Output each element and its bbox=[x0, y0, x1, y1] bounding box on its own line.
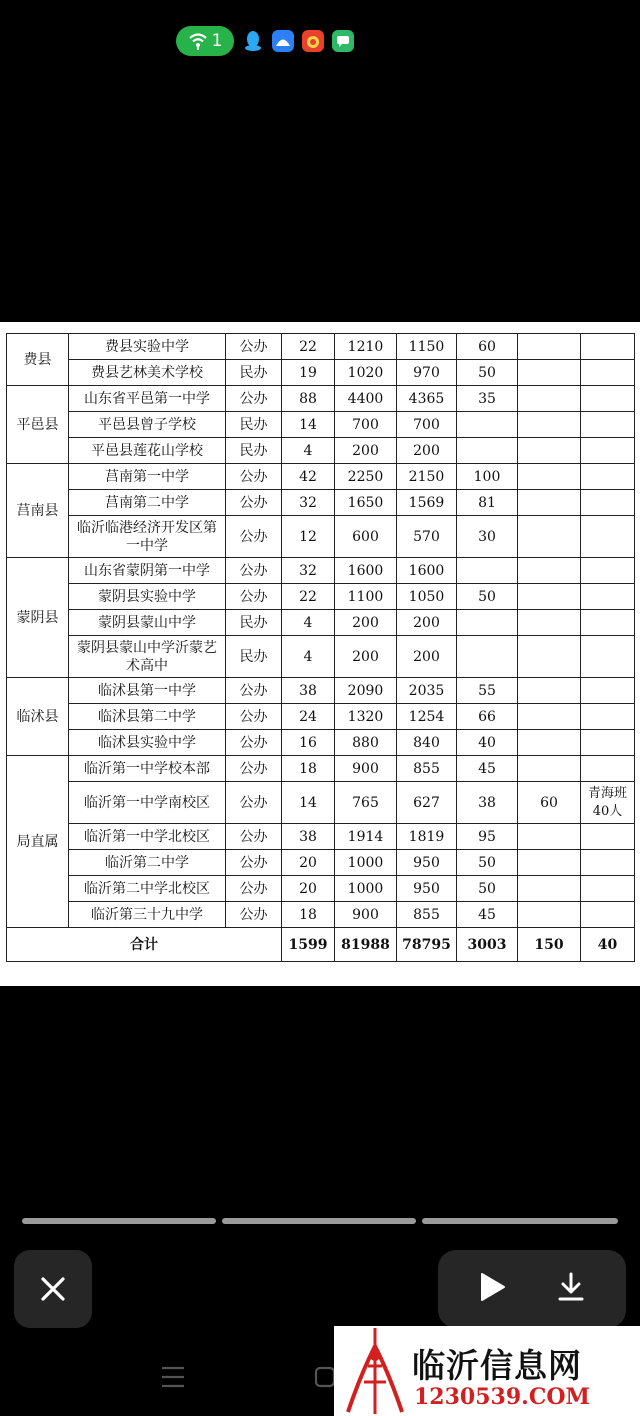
value-cell-c5 bbox=[518, 678, 581, 704]
table-row bbox=[7, 756, 635, 782]
value-cell-c3: 1150 bbox=[397, 334, 457, 360]
value-cell-c6 bbox=[581, 902, 635, 928]
county-cell: 平邑县 bbox=[7, 386, 69, 464]
value-cell-c3: 4365 bbox=[397, 386, 457, 412]
type-cell: 民办 bbox=[226, 412, 282, 438]
value-cell-c3: 200 bbox=[397, 610, 457, 636]
value-cell-c4: 35 bbox=[457, 386, 518, 412]
value-cell-c4 bbox=[457, 438, 518, 464]
value-cell-c6 bbox=[581, 850, 635, 876]
school-cell: 费县艺林美术学校 bbox=[69, 360, 226, 386]
value-cell-c1: 14 bbox=[282, 782, 335, 824]
value-cell-c4: 95 bbox=[457, 824, 518, 850]
value-cell-c5 bbox=[518, 850, 581, 876]
status-bar bbox=[176, 24, 354, 58]
value-cell-c4: 45 bbox=[457, 756, 518, 782]
type-cell: 公办 bbox=[226, 824, 282, 850]
value-cell-c1: 12 bbox=[282, 516, 335, 558]
type-cell: 公办 bbox=[226, 516, 282, 558]
type-cell: 公办 bbox=[226, 756, 282, 782]
type-cell: 公办 bbox=[226, 876, 282, 902]
table-row bbox=[7, 636, 635, 678]
value-cell-c2: 200 bbox=[335, 438, 397, 464]
value-cell-c6 bbox=[581, 610, 635, 636]
value-cell-c4: 81 bbox=[457, 490, 518, 516]
value-cell-c2: 1100 bbox=[335, 584, 397, 610]
type-cell: 公办 bbox=[226, 782, 282, 824]
value-cell-c2: 1600 bbox=[335, 558, 397, 584]
qq-icon bbox=[242, 30, 264, 52]
value-cell-c5 bbox=[518, 704, 581, 730]
value-cell-c4 bbox=[457, 412, 518, 438]
county-cell: 蒙阴县 bbox=[7, 558, 69, 678]
value-cell-c6: 青海班40人 bbox=[581, 782, 635, 824]
total-cell-c3: 78795 bbox=[397, 928, 457, 962]
value-cell-c6 bbox=[581, 558, 635, 584]
table-row bbox=[7, 850, 635, 876]
value-cell-c5 bbox=[518, 756, 581, 782]
type-cell: 民办 bbox=[226, 610, 282, 636]
table-row bbox=[7, 516, 635, 558]
type-cell: 民办 bbox=[226, 360, 282, 386]
value-cell-c2: 1020 bbox=[335, 360, 397, 386]
value-cell-c4: 60 bbox=[457, 334, 518, 360]
value-cell-c5 bbox=[518, 824, 581, 850]
value-cell-c5 bbox=[518, 334, 581, 360]
wifi-count: 1 bbox=[211, 31, 223, 51]
total-cell-c2: 81988 bbox=[335, 928, 397, 962]
value-cell-c2: 900 bbox=[335, 902, 397, 928]
value-cell-c2: 1210 bbox=[335, 334, 397, 360]
value-cell-c2: 880 bbox=[335, 730, 397, 756]
download-button[interactable] bbox=[557, 1271, 585, 1307]
value-cell-c3: 627 bbox=[397, 782, 457, 824]
value-cell-c2: 2250 bbox=[335, 464, 397, 490]
total-row bbox=[7, 928, 635, 962]
value-cell-c3: 1050 bbox=[397, 584, 457, 610]
value-cell-c3: 570 bbox=[397, 516, 457, 558]
school-cell: 平邑县莲花山学校 bbox=[69, 438, 226, 464]
county-cell: 局直属 bbox=[7, 756, 69, 928]
value-cell-c3: 950 bbox=[397, 850, 457, 876]
wifi-hotspot-indicator bbox=[176, 26, 234, 56]
media-controls bbox=[438, 1250, 626, 1328]
table-row bbox=[7, 678, 635, 704]
table-row bbox=[7, 902, 635, 928]
value-cell-c3: 1569 bbox=[397, 490, 457, 516]
close-icon bbox=[39, 1275, 67, 1303]
type-cell: 公办 bbox=[226, 902, 282, 928]
value-cell-c3: 200 bbox=[397, 438, 457, 464]
school-cell: 临沭县第一中学 bbox=[69, 678, 226, 704]
download-icon bbox=[557, 1271, 585, 1303]
value-cell-c2: 1914 bbox=[335, 824, 397, 850]
value-cell-c1: 18 bbox=[282, 756, 335, 782]
value-cell-c3: 855 bbox=[397, 756, 457, 782]
value-cell-c5: 60 bbox=[518, 782, 581, 824]
nav-home-button[interactable] bbox=[314, 1366, 336, 1392]
value-cell-c3: 840 bbox=[397, 730, 457, 756]
value-cell-c1: 16 bbox=[282, 730, 335, 756]
value-cell-c1: 42 bbox=[282, 464, 335, 490]
value-cell-c4: 50 bbox=[457, 876, 518, 902]
value-cell-c5 bbox=[518, 876, 581, 902]
school-cell: 临沂第一中学北校区 bbox=[69, 824, 226, 850]
table-row bbox=[7, 584, 635, 610]
table-row bbox=[7, 876, 635, 902]
value-cell-c5 bbox=[518, 610, 581, 636]
total-cell-c6: 40 bbox=[581, 928, 635, 962]
school-cell: 莒南第二中学 bbox=[69, 490, 226, 516]
total-cell-c5: 150 bbox=[518, 928, 581, 962]
type-cell: 公办 bbox=[226, 334, 282, 360]
table-row bbox=[7, 782, 635, 824]
value-cell-c3: 970 bbox=[397, 360, 457, 386]
county-cell: 费县 bbox=[7, 334, 69, 386]
value-cell-c3: 200 bbox=[397, 636, 457, 678]
value-cell-c2: 900 bbox=[335, 756, 397, 782]
value-cell-c4: 50 bbox=[457, 360, 518, 386]
value-cell-c4: 45 bbox=[457, 902, 518, 928]
value-cell-c5 bbox=[518, 464, 581, 490]
value-cell-c4: 40 bbox=[457, 730, 518, 756]
value-cell-c4: 38 bbox=[457, 782, 518, 824]
menu-icon bbox=[160, 1364, 186, 1390]
value-cell-c6 bbox=[581, 386, 635, 412]
nav-menu-button[interactable] bbox=[160, 1364, 186, 1394]
value-cell-c3: 1254 bbox=[397, 704, 457, 730]
value-cell-c6 bbox=[581, 516, 635, 558]
table-row bbox=[7, 360, 635, 386]
enrollment-table bbox=[6, 333, 635, 962]
value-cell-c4 bbox=[457, 610, 518, 636]
watermark-title: 临沂信息网 bbox=[412, 1346, 582, 1385]
value-cell-c6 bbox=[581, 334, 635, 360]
county-cell: 临沭县 bbox=[7, 678, 69, 756]
wifi-icon bbox=[188, 32, 208, 50]
total-cell-c1: 1599 bbox=[282, 928, 335, 962]
value-cell-c3: 1600 bbox=[397, 558, 457, 584]
value-cell-c1: 4 bbox=[282, 636, 335, 678]
school-cell: 蒙阴县蒙山中学 bbox=[69, 610, 226, 636]
table-row bbox=[7, 412, 635, 438]
table-row bbox=[7, 824, 635, 850]
type-cell: 公办 bbox=[226, 464, 282, 490]
value-cell-c2: 200 bbox=[335, 636, 397, 678]
site-watermark bbox=[334, 1326, 640, 1416]
table-body bbox=[7, 334, 635, 962]
value-cell-c2: 1000 bbox=[335, 850, 397, 876]
county-cell: 莒南县 bbox=[7, 464, 69, 558]
school-cell: 临沂第二中学 bbox=[69, 850, 226, 876]
home-icon bbox=[314, 1366, 336, 1388]
school-cell: 临沂临港经济开发区第一中学 bbox=[69, 516, 226, 558]
value-cell-c4: 50 bbox=[457, 850, 518, 876]
total-cell-c4: 3003 bbox=[457, 928, 518, 962]
type-cell: 民办 bbox=[226, 636, 282, 678]
tower-logo-icon bbox=[340, 1326, 410, 1416]
value-cell-c5 bbox=[518, 558, 581, 584]
value-cell-c4 bbox=[457, 558, 518, 584]
value-cell-c6 bbox=[581, 678, 635, 704]
value-cell-c6 bbox=[581, 824, 635, 850]
watermark-url: 1230539.COM bbox=[414, 1384, 590, 1410]
value-cell-c3: 2035 bbox=[397, 678, 457, 704]
value-cell-c1: 22 bbox=[282, 584, 335, 610]
value-cell-c1: 4 bbox=[282, 610, 335, 636]
value-cell-c6 bbox=[581, 704, 635, 730]
value-cell-c3: 855 bbox=[397, 902, 457, 928]
type-cell: 公办 bbox=[226, 558, 282, 584]
type-cell: 公办 bbox=[226, 678, 282, 704]
value-cell-c6 bbox=[581, 360, 635, 386]
value-cell-c2: 1000 bbox=[335, 876, 397, 902]
value-cell-c5 bbox=[518, 412, 581, 438]
value-cell-c5 bbox=[518, 360, 581, 386]
value-cell-c1: 19 bbox=[282, 360, 335, 386]
table-row bbox=[7, 730, 635, 756]
value-cell-c5 bbox=[518, 438, 581, 464]
type-cell: 公办 bbox=[226, 730, 282, 756]
value-cell-c5 bbox=[518, 902, 581, 928]
value-cell-c1: 32 bbox=[282, 558, 335, 584]
school-cell: 平邑县曾子学校 bbox=[69, 412, 226, 438]
value-cell-c6 bbox=[581, 876, 635, 902]
school-cell: 蒙阴县实验中学 bbox=[69, 584, 226, 610]
value-cell-c3: 2150 bbox=[397, 464, 457, 490]
value-cell-c2: 1650 bbox=[335, 490, 397, 516]
value-cell-c1: 32 bbox=[282, 490, 335, 516]
table-row bbox=[7, 464, 635, 490]
school-cell: 临沂第三十九中学 bbox=[69, 902, 226, 928]
value-cell-c1: 20 bbox=[282, 876, 335, 902]
table-row bbox=[7, 610, 635, 636]
school-cell: 莒南第一中学 bbox=[69, 464, 226, 490]
value-cell-c6 bbox=[581, 412, 635, 438]
total-label: 合计 bbox=[7, 928, 282, 962]
play-button[interactable] bbox=[479, 1271, 507, 1307]
value-cell-c6 bbox=[581, 756, 635, 782]
value-cell-c6 bbox=[581, 636, 635, 678]
value-cell-c2: 1320 bbox=[335, 704, 397, 730]
value-cell-c2: 700 bbox=[335, 412, 397, 438]
value-cell-c6 bbox=[581, 584, 635, 610]
value-cell-c5 bbox=[518, 490, 581, 516]
value-cell-c3: 1819 bbox=[397, 824, 457, 850]
progress-segment-2 bbox=[222, 1218, 416, 1224]
school-cell: 临沂第一中学南校区 bbox=[69, 782, 226, 824]
value-cell-c2: 765 bbox=[335, 782, 397, 824]
value-cell-c1: 14 bbox=[282, 412, 335, 438]
value-cell-c4: 50 bbox=[457, 584, 518, 610]
school-cell: 临沭县第二中学 bbox=[69, 704, 226, 730]
table-row bbox=[7, 558, 635, 584]
document-image bbox=[0, 322, 640, 986]
school-cell: 临沂第二中学北校区 bbox=[69, 876, 226, 902]
value-cell-c4: 55 bbox=[457, 678, 518, 704]
value-cell-c4: 100 bbox=[457, 464, 518, 490]
value-cell-c6 bbox=[581, 490, 635, 516]
value-cell-c1: 88 bbox=[282, 386, 335, 412]
school-cell: 山东省蒙阴第一中学 bbox=[69, 558, 226, 584]
value-cell-c6 bbox=[581, 464, 635, 490]
value-cell-c1: 38 bbox=[282, 824, 335, 850]
value-cell-c5 bbox=[518, 584, 581, 610]
value-cell-c1: 38 bbox=[282, 678, 335, 704]
value-cell-c2: 2090 bbox=[335, 678, 397, 704]
value-cell-c6 bbox=[581, 730, 635, 756]
game-app-icon bbox=[302, 30, 324, 52]
value-cell-c2: 4400 bbox=[335, 386, 397, 412]
type-cell: 公办 bbox=[226, 850, 282, 876]
value-cell-c2: 200 bbox=[335, 610, 397, 636]
value-cell-c3: 700 bbox=[397, 412, 457, 438]
value-cell-c1: 24 bbox=[282, 704, 335, 730]
value-cell-c6 bbox=[581, 438, 635, 464]
school-cell: 临沂第一中学校本部 bbox=[69, 756, 226, 782]
type-cell: 公办 bbox=[226, 386, 282, 412]
close-button[interactable] bbox=[14, 1250, 92, 1328]
type-cell: 公办 bbox=[226, 584, 282, 610]
table-row bbox=[7, 386, 635, 412]
school-cell: 临沭县实验中学 bbox=[69, 730, 226, 756]
type-cell: 公办 bbox=[226, 704, 282, 730]
value-cell-c1: 4 bbox=[282, 438, 335, 464]
value-cell-c5 bbox=[518, 386, 581, 412]
table-row bbox=[7, 704, 635, 730]
android-app-icon bbox=[272, 30, 294, 52]
progress-segment-1 bbox=[22, 1218, 216, 1224]
value-cell-c5 bbox=[518, 516, 581, 558]
value-cell-c4: 30 bbox=[457, 516, 518, 558]
school-cell: 蒙阴县蒙山中学沂蒙艺术高中 bbox=[69, 636, 226, 678]
value-cell-c5 bbox=[518, 636, 581, 678]
value-cell-c2: 600 bbox=[335, 516, 397, 558]
table-row bbox=[7, 438, 635, 464]
type-cell: 民办 bbox=[226, 438, 282, 464]
value-cell-c4: 66 bbox=[457, 704, 518, 730]
value-cell-c1: 18 bbox=[282, 902, 335, 928]
type-cell: 公办 bbox=[226, 490, 282, 516]
school-cell: 山东省平邑第一中学 bbox=[69, 386, 226, 412]
value-cell-c1: 22 bbox=[282, 334, 335, 360]
table-row bbox=[7, 334, 635, 360]
message-app-icon bbox=[332, 30, 354, 52]
table-row bbox=[7, 490, 635, 516]
school-cell: 费县实验中学 bbox=[69, 334, 226, 360]
value-cell-c5 bbox=[518, 730, 581, 756]
value-cell-c4 bbox=[457, 636, 518, 678]
value-cell-c1: 20 bbox=[282, 850, 335, 876]
value-cell-c3: 950 bbox=[397, 876, 457, 902]
play-icon bbox=[479, 1271, 507, 1303]
progress-segment-3 bbox=[422, 1218, 618, 1224]
